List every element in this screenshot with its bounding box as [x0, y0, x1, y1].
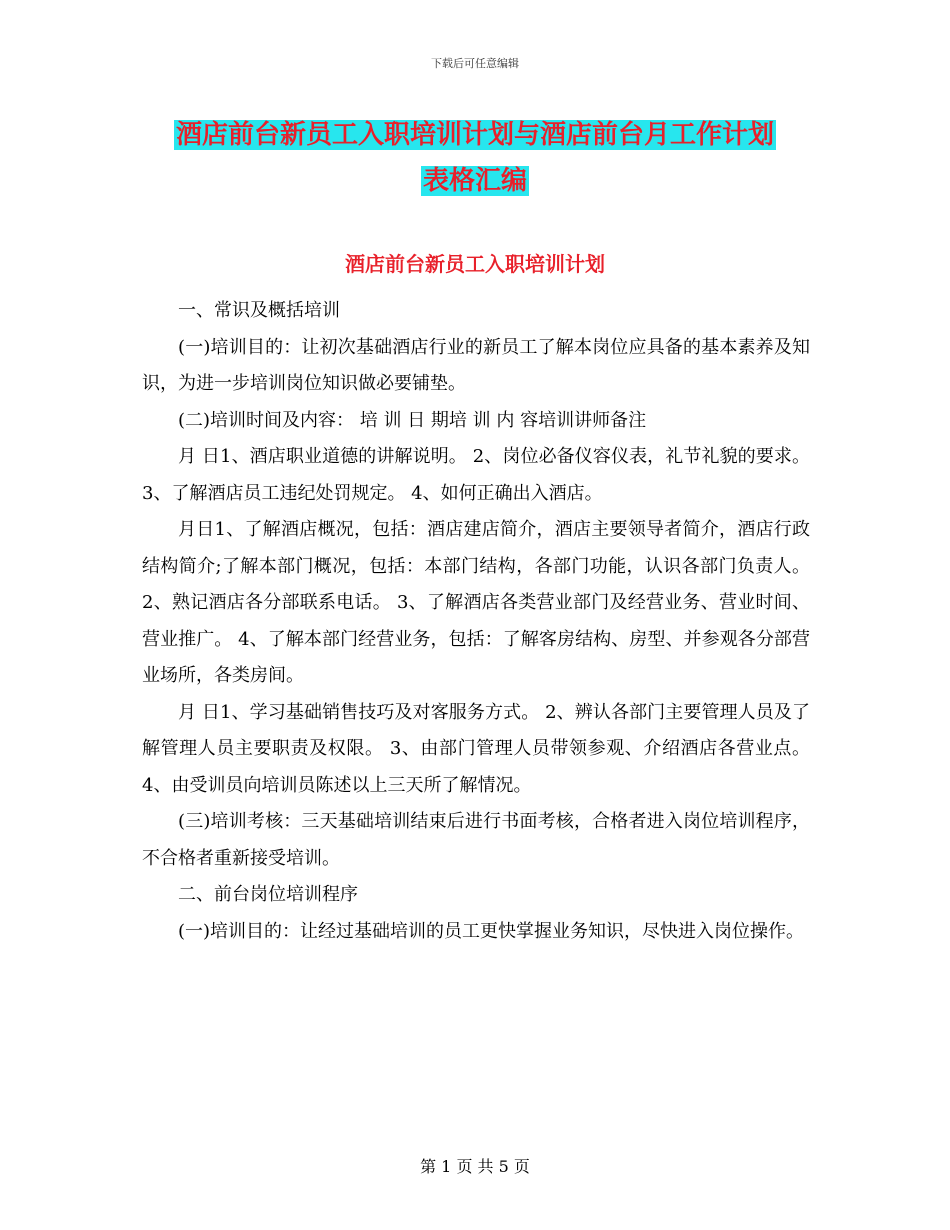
title-line-1: 酒店前台新员工入职培训计划与酒店前台月工作计划 — [175, 120, 774, 150]
heading-general-training: 一、常识及概括培训 — [178, 300, 340, 321]
paragraph-day-3: 月 日1、学习基础销售技巧及对客服务方式。 2、辨认各部门主要管理人员及了解管理人员主要职责及权限。 3、由部门管理人员带领参观、介绍酒店各营业点。 4、由受训员向培训员陈述以上三天所了解情况。 — [142, 701, 810, 796]
title-line-2: 表格汇编 — [422, 166, 527, 196]
heading-front-desk-training: 二、前台岗位培训程序 — [178, 884, 358, 905]
paragraph-training-schedule: (二)培训时间及内容： 培 训 日 期培 训 内 容培训讲师备注 — [178, 409, 647, 431]
paragraph-front-desk-purpose: (一)培训目的：让经过基础培训的员工更快掌握业务知识，尽快进入岗位操作。 — [178, 920, 805, 942]
paragraph-training-assessment: (三)培训考核：三天基础培训结束后进行书面考核，合格者进入岗位培训程序，不合格者重新接受培训。 — [142, 811, 810, 869]
document-body — [142, 293, 810, 950]
document-title — [0, 112, 950, 204]
header-note: 下载后可任意编辑 — [431, 57, 519, 70]
paragraph-training-purpose: (一)培训目的：让初次基础酒店行业的新员工了解本岗位应具备的基本素养及知识，为进一步培训岗位知识做必要铺垫。 — [142, 336, 810, 394]
paragraph-day-1: 月 日1、酒店职业道德的讲解说明。 2、岗位必备仪容仪表，礼节礼貌的要求。 3、了解酒店员工违纪处罚规定。 4、如何正确出入酒店。 — [142, 446, 810, 504]
paragraph-day-2: 月日1、了解酒店概况，包括：酒店建店简介，酒店主要领导者简介，酒店行政结构简介;了解本部门概况，包括：本部门结构，各部门功能，认识各部门负责人。 2、熟记酒店各分部联系电话。 3、了解酒店各类营业部门及经营业务、营业时间、营业推广。 4、了解本部门经营业务，包括：了解客房结构、房型、并参观各分部营业场所，各类房间。 — [142, 519, 810, 686]
page-number: 第 1 页 共 5 页 — [420, 1157, 530, 1176]
section-title: 酒店前台新员工入职培训计划 — [345, 252, 605, 276]
